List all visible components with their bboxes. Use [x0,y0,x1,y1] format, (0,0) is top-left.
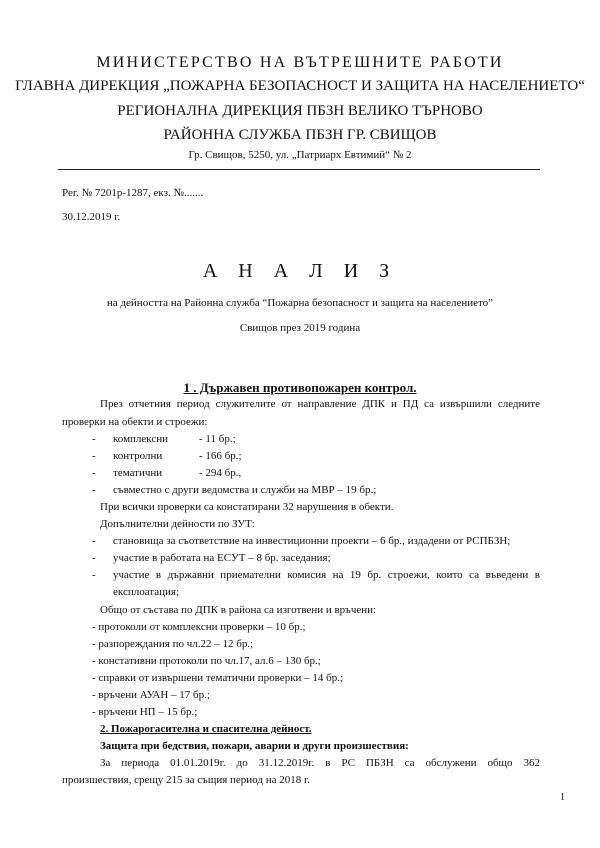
header-directorate: ГЛАВНА ДИРЕКЦИЯ „ПОЖАРНА БЕЗОПАСНОСТ И ЗАЩИТА НА НАСЕЛЕНИЕТО“ [15,78,585,94]
document-title: А Н А Л И З [202,260,398,282]
check-label: контролни [113,450,163,462]
section-2-heading: 2. Пожарогасителна и спасителна дейност. [100,723,312,735]
header-ministry: МИНИСТЕРСТВО НА ВЪТРЕШНИТЕ РАБОТИ [96,54,504,71]
document-subtitle-year: Свищов през 2019 година [239,322,361,334]
section-1-intro-line1: През отчетния период служителите от направление ДПК и ПД са извършили следните [100,398,540,410]
zut-item: становища за съответствие на инвестиционни проекти – 6 бр., издадени от РСПБЗН; [113,535,511,547]
doc-item: - констативни протоколи по чл.17, ал.6 – 130 бр.; [92,655,321,667]
docs-heading: Общо от състава по ДПК в района са изготвени и връчени: [100,604,377,616]
header-regional: РЕГИОНАЛНА ДИРЕКЦИЯ ПБЗН ВЕЛИКО ТЪРНОВО [117,103,483,119]
page-number: 1 [560,792,565,803]
doc-item: - разпореждания по чл.22 – 12 бр.; [92,638,254,650]
check-value: - 11 бр.; [199,433,236,445]
check-label: комплексни [113,433,169,445]
header-district: РАЙОННА СЛУЖБА ПБЗН ГР. СВИЩОВ [163,127,437,143]
doc-item: - връчени НП – 15 бр.; [92,706,198,718]
joint-checks: съвместно с други ведомства и служби на МВР – 19 бр.; [113,484,377,496]
check-label: тематични [113,467,163,479]
violations-summary: При всички проверки са констатирани 32 нарушения в обекти. [100,501,394,513]
section-1-heading: 1 . Държавен противопожарен контрол. [183,380,417,395]
bullet-dash: - [92,569,96,581]
check-value: - 294 бр., [199,467,242,479]
bullet-dash: - [92,450,96,462]
bullet-dash: - [92,535,96,547]
section-2-para-line1: За периода 01.01.2019г. до 31.12.2019г. в РС ПБЗН са обслужени общо 362 [100,757,540,769]
zut-item: участие в работата на ЕСУТ – 8 бр. заседания; [113,552,331,564]
check-value: - 166 бр.; [199,450,242,462]
zut-item-3-line1: участие в държавни приемателни комисия на 19 бр. строежи, които са въведени в [113,569,540,581]
header-divider [58,169,540,170]
bullet-dash: - [92,433,96,445]
doc-item: - протоколи от комплексни проверки – 10 бр.; [92,621,306,633]
header-address: Гр. Свищов, 5250, ул. „Патриарх Евтимий“ № 2 [188,149,412,161]
doc-item: - справки от извършени тематични проверки – 14 бр.; [92,672,344,684]
document-subtitle: на дейността на Районна служба “Пожарна безопасност и защита на населението” [106,297,494,309]
zut-item-3-line2: експлоатация; [113,586,180,598]
registration-number: Рег. № 7201р-1287, екз. №....... [62,187,204,199]
document-date: 30.12.2019 г. [62,211,121,223]
section-1-intro-line2: проверки на обекти и строежи: [62,416,208,428]
section-2-para-line2: произшествия, срещу 215 за същия период на 2018 г. [62,774,310,786]
bullet-dash: - [92,552,96,564]
bullet-dash: - [92,467,96,479]
doc-item: - връчени АУАН – 17 бр.; [92,689,210,701]
section-2-subheading: Защита при бедствия, пожари, аварии и други произшествия: [100,740,409,752]
zut-heading: Допълнителни дейности по ЗУТ: [100,518,255,530]
bullet-dash: - [92,484,96,496]
